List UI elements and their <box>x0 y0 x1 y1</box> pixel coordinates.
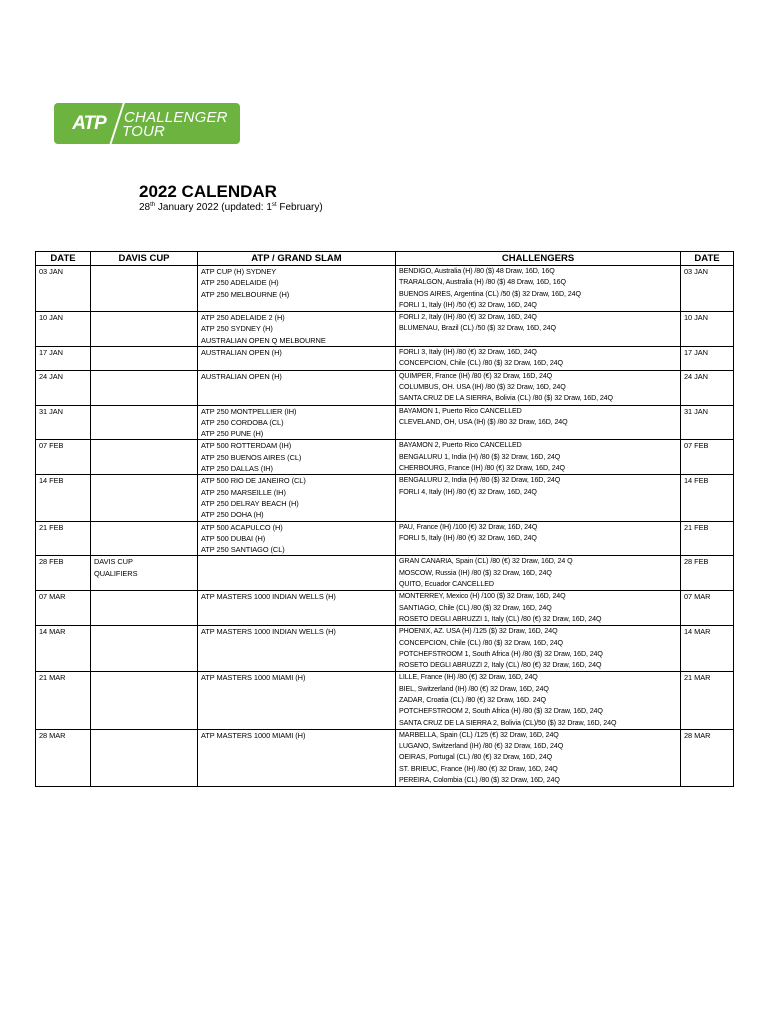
atp-grand-slam-cell-line: ATP 250 DALLAS (IH) <box>201 464 273 474</box>
challengers-cell-line: FORLI 2, Italy (IH) /80 (€) 32 Draw, 16D, 24Q <box>399 313 537 322</box>
table-row <box>36 312 734 347</box>
challengers-cell-line: CLEVELAND, OH, USA (IH) ($) /80 32 Draw, 16D, 24Q <box>399 417 568 426</box>
challengers-cell-line: CHERBOURG, France (IH) /80 (€) 32 Draw, 16D, 24Q <box>399 464 565 473</box>
challengers-cell-line: SANTIAGO, Chile (CL) /80 ($) 32 Draw, 16D, 24Q <box>399 603 552 612</box>
challengers-cell <box>396 556 681 591</box>
table-row <box>36 672 734 729</box>
page-subtitle <box>139 202 323 214</box>
atp-grand-slam-cell-line: AUSTRALIAN OPEN Q MELBOURNE <box>201 335 326 345</box>
atp-grand-slam-cell-line: AUSTRALIAN OPEN (H) <box>201 348 282 358</box>
challengers-cell-line: PEREIRA, Colombia (CL) /80 ($) 32 Draw, 16D, 24Q <box>399 776 560 785</box>
atp-grand-slam-cell <box>198 591 396 626</box>
davis-cup-cell <box>91 312 198 347</box>
logo-line-1: CHALLENGER <box>124 109 228 126</box>
challengers-cell-line: MONTERREY, Mexico (H) /100 ($) 32 Draw, 16D, 24Q <box>399 592 566 601</box>
davis-cup-cell <box>91 370 198 405</box>
week-date-cell: 14 MAR <box>36 626 91 672</box>
davis-cup-cell <box>91 521 198 556</box>
table-header-row <box>36 252 734 266</box>
week-date-right-cell: 07 FEB <box>681 440 734 475</box>
atp-grand-slam-cell-line: ATP 500 ACAPULCO (H) <box>201 522 283 532</box>
atp-grand-slam-cell-line: ATP MASTERS 1000 INDIAN WELLS (H) <box>201 592 336 602</box>
atp-challenger-tour-logo <box>54 103 240 144</box>
week-date-right-cell: 28 FEB <box>681 556 734 591</box>
challengers-cell-line: QUIMPER, France (IH) /80 (€) 32 Draw, 16D, 24Q <box>399 371 553 380</box>
challengers-cell-line: MARBELLA, Spain (CL) /125 (€) 32 Draw, 16D, 24Q <box>399 730 559 739</box>
davis-cup-cell <box>91 347 198 371</box>
calendar-table <box>35 251 734 787</box>
challengers-cell-line: TRARALGON, Australia (H) /80 ($) 48 Draw, 16D, 16Q <box>399 278 566 287</box>
atp-grand-slam-cell <box>198 370 396 405</box>
davis-cup-cell <box>91 729 198 786</box>
davis-cup-cell <box>91 405 198 440</box>
atp-grand-slam-cell-line: ATP 250 MARSEILLE (IH) <box>201 487 286 497</box>
challengers-cell-line: MOSCOW, Russia (IH) /80 ($) 32 Draw, 16D, 24Q <box>399 568 552 577</box>
week-date-right-cell: 14 FEB <box>681 475 734 521</box>
atp-grand-slam-cell-line: ATP 250 BUENOS AIRES (CL) <box>201 452 302 462</box>
davis-cup-cell <box>91 556 198 591</box>
table-row <box>36 626 734 672</box>
atp-grand-slam-cell <box>198 556 396 591</box>
table-row <box>36 266 734 312</box>
challengers-cell <box>396 626 681 672</box>
logo-line-2: TOUR <box>122 123 166 140</box>
week-date-cell: 21 FEB <box>36 521 91 556</box>
davis-cup-cell <box>91 475 198 521</box>
week-date-cell: 10 JAN <box>36 312 91 347</box>
week-date-cell: 14 FEB <box>36 475 91 521</box>
challengers-cell-line: BUENOS AIRES, Argentina (CL) /50 ($) 32 Draw, 16D, 24Q <box>399 289 581 298</box>
atp-grand-slam-cell <box>198 626 396 672</box>
challengers-cell <box>396 672 681 729</box>
davis-cup-cell-line: DAVIS CUP <box>94 557 133 567</box>
week-date-cell: 17 JAN <box>36 347 91 371</box>
challengers-cell-line: ROSETO DEGLI ABRUZZI 1, Italy (CL) /80 (€) 32 Draw, 16D, 24Q <box>399 614 602 623</box>
challengers-cell-line: COLUMBUS, OH. USA (IH) /80 ($) 32 Draw, 16D, 24Q <box>399 382 566 391</box>
atp-grand-slam-cell <box>198 312 396 347</box>
week-date-cell: 28 MAR <box>36 729 91 786</box>
atp-grand-slam-cell-line: ATP 250 DOHA (H) <box>201 510 264 520</box>
subtitle-day: 28 <box>139 202 151 213</box>
week-date-right-cell: 17 JAN <box>681 347 734 371</box>
challengers-cell-line: BENGALURU 1, India (H) /80 ($) 32 Draw, 16D, 24Q <box>399 452 561 461</box>
atp-grand-slam-cell <box>198 672 396 729</box>
calendar-body <box>36 266 734 787</box>
week-date-right-cell: 31 JAN <box>681 405 734 440</box>
week-date-cell: 24 JAN <box>36 370 91 405</box>
table-row <box>36 521 734 556</box>
challengers-cell-line: POTCHEFSTROOM 2, South Africa (H) /80 ($) 32 Draw, 16D, 24Q <box>399 707 603 716</box>
header-davis-cup: DAVIS CUP <box>91 252 198 266</box>
atp-grand-slam-cell <box>198 521 396 556</box>
table-row <box>36 475 734 521</box>
challengers-cell-line: ROSETO DEGLI ABRUZZI 2, Italy (CL) /80 (€) 32 Draw, 16D, 24Q <box>399 661 602 670</box>
atp-grand-slam-cell <box>198 405 396 440</box>
week-date-cell: 28 FEB <box>36 556 91 591</box>
week-date-right-cell: 21 MAR <box>681 672 734 729</box>
header-challengers: CHALLENGERS <box>396 252 681 266</box>
table-row <box>36 591 734 626</box>
davis-cup-cell <box>91 591 198 626</box>
challengers-cell-line: BIEL, Switzerland (IH) /80 (€) 32 Draw, 16D, 24Q <box>399 684 549 693</box>
atp-grand-slam-cell-line: ATP 250 DELRAY BEACH (H) <box>201 498 299 508</box>
atp-grand-slam-cell <box>198 440 396 475</box>
davis-cup-cell <box>91 440 198 475</box>
subtitle-end: February) <box>276 202 323 213</box>
challengers-cell-line: PHOENIX, AZ. USA (H) /125 ($) 32 Draw, 16D, 24Q <box>399 627 558 636</box>
challengers-cell <box>396 591 681 626</box>
challengers-cell <box>396 440 681 475</box>
atp-grand-slam-cell <box>198 266 396 312</box>
header-date: DATE <box>36 252 91 266</box>
atp-grand-slam-cell-line: ATP 250 SYDNEY (H) <box>201 324 273 334</box>
atp-grand-slam-cell-line: ATP 250 SANTIAGO (CL) <box>201 545 285 555</box>
week-date-right-cell: 28 MAR <box>681 729 734 786</box>
challengers-cell-line: LUGANO, Switzerland (IH) /80 (€) 32 Draw, 16D, 24Q <box>399 742 564 751</box>
challengers-cell-line: FORLI 1, Italy (IH) /50 (€) 32 Draw, 16D, 24Q <box>399 300 537 309</box>
table-row <box>36 370 734 405</box>
atp-grand-slam-cell <box>198 729 396 786</box>
table-row <box>36 729 734 786</box>
challengers-cell <box>396 312 681 347</box>
table-row <box>36 405 734 440</box>
atp-grand-slam-cell-line: ATP 250 PUNE (H) <box>201 429 264 439</box>
challengers-cell-line: POTCHEFSTROOM 1, South Africa (H) /80 ($) 32 Draw, 16D, 24Q <box>399 649 603 658</box>
atp-grand-slam-cell-line: AUSTRALIAN OPEN (H) <box>201 371 282 381</box>
challengers-cell-line: BENGALURU 2, India (H) /80 ($) 32 Draw, 16D, 24Q <box>399 476 561 485</box>
challengers-cell-line: GRAN CANARIA, Spain (CL) /80 (€) 32 Draw, 16D, 24 Q <box>399 557 573 566</box>
atp-grand-slam-cell-line: ATP 500 ROTTERDAM (IH) <box>201 441 292 451</box>
week-date-cell: 07 MAR <box>36 591 91 626</box>
atp-grand-slam-cell-line: ATP 250 ADELAIDE (H) <box>201 278 279 288</box>
week-date-cell: 21 MAR <box>36 672 91 729</box>
atp-grand-slam-cell-line: ATP 500 DUBAI (H) <box>201 533 266 543</box>
challengers-cell-line: BAYAMON 1, Puerto Rico CANCELLED <box>399 406 522 415</box>
challengers-cell <box>396 729 681 786</box>
challengers-cell <box>396 347 681 371</box>
atp-grand-slam-cell-line: ATP 500 RIO DE JANEIRO (CL) <box>201 476 306 486</box>
table-row <box>36 440 734 475</box>
atp-grand-slam-cell-line: ATP 250 MONTPELLIER (IH) <box>201 406 297 416</box>
atp-grand-slam-cell-line: ATP MASTERS 1000 MIAMI (H) <box>201 673 306 683</box>
subtitle-ordinal-2: st <box>271 202 277 208</box>
subtitle-ordinal-1: th <box>150 202 156 208</box>
davis-cup-cell <box>91 672 198 729</box>
atp-grand-slam-cell-line: ATP 250 ADELAIDE 2 (H) <box>201 313 285 323</box>
challengers-cell-line: FORLI 3, Italy (IH) /80 (€) 32 Draw, 16D, 24Q <box>399 348 537 357</box>
table-row <box>36 347 734 371</box>
header-date-right: DATE <box>681 252 734 266</box>
challengers-cell-line: OEIRAS, Portugal (CL) /80 (€) 32 Draw, 16D, 24Q <box>399 753 553 762</box>
challengers-cell-line: FORLI 5, Italy (IH) /80 (€) 32 Draw, 16D, 24Q <box>399 533 537 542</box>
challengers-cell-line: LILLE, France (IH) /80 (€) 32 Draw, 16D, 24Q <box>399 673 538 682</box>
challengers-cell <box>396 370 681 405</box>
atp-grand-slam-cell <box>198 347 396 371</box>
challengers-cell-line: CONCEPCION, Chile (CL) /80 ($) 32 Draw, 16D, 24Q <box>399 359 563 368</box>
challengers-cell-line: BLUMENAU, Brazil (CL) /50 ($) 32 Draw, 16D, 24Q <box>399 324 556 333</box>
week-date-right-cell: 24 JAN <box>681 370 734 405</box>
week-date-right-cell: 14 MAR <box>681 626 734 672</box>
challengers-cell <box>396 521 681 556</box>
challengers-cell-line: BAYAMON 2, Puerto Rico CANCELLED <box>399 441 522 450</box>
challengers-cell-line: SANTA CRUZ DE LA SIERRA, Bolivia (CL) /80 ($) 32 Draw, 16D, 24Q <box>399 394 613 403</box>
week-date-right-cell: 10 JAN <box>681 312 734 347</box>
challengers-cell-line: CONCEPCION, Chile (CL) /80 ($) 32 Draw, 16D, 24Q <box>399 638 563 647</box>
page-title: 2022 CALENDAR <box>139 182 277 201</box>
davis-cup-cell <box>91 626 198 672</box>
table-row <box>36 556 734 591</box>
atp-grand-slam-cell-line: ATP 250 CORDOBA (CL) <box>201 417 284 427</box>
challengers-cell-line: ST. BRIEUC, France (IH) /80 (€) 32 Draw, 16D, 24Q <box>399 764 558 773</box>
challengers-cell-line: QUITO, Ecuador CANCELLED <box>399 580 494 589</box>
atp-grand-slam-cell <box>198 475 396 521</box>
atp-grand-slam-cell-line: ATP CUP (H) SYDNEY <box>201 267 277 276</box>
atp-grand-slam-cell-line: ATP MASTERS 1000 INDIAN WELLS (H) <box>201 627 336 637</box>
week-date-cell: 07 FEB <box>36 440 91 475</box>
davis-cup-cell-line: QUALIFIERS <box>94 568 138 578</box>
atp-grand-slam-cell-line: ATP MASTERS 1000 MIAMI (H) <box>201 730 306 740</box>
atp-grand-slam-cell-line: ATP 250 MELBOURNE (H) <box>201 289 290 299</box>
challengers-cell <box>396 475 681 521</box>
week-date-cell: 03 JAN <box>36 266 91 312</box>
challengers-cell-line: FORLI 4, Italy (IH) /80 (€) 32 Draw, 16D, 24Q <box>399 487 537 496</box>
challengers-cell <box>396 405 681 440</box>
week-date-right-cell: 21 FEB <box>681 521 734 556</box>
challengers-cell-line: ZADAR, Croatia (CL) /80 (€) 32 Draw, 16D. 24Q <box>399 695 546 704</box>
challengers-cell-line: BENDIGO, Australia (H) /80 ($) 48 Draw, 16D, 16Q <box>399 267 555 275</box>
challengers-cell-line: SANTA CRUZ DE LA SIERRA 2, Bolivia (CL)/50 ($) 32 Draw, 16D, 24Q <box>399 718 617 727</box>
challengers-cell <box>396 266 681 312</box>
davis-cup-cell <box>91 266 198 312</box>
logo-brand: ATP <box>72 113 106 134</box>
week-date-right-cell: 03 JAN <box>681 266 734 312</box>
challengers-cell-line: PAU, France (IH) /100 (€) 32 Draw, 16D, 24Q <box>399 522 538 531</box>
week-date-cell: 31 JAN <box>36 405 91 440</box>
week-date-right-cell: 07 MAR <box>681 591 734 626</box>
header-atp-grand-slam: ATP / GRAND SLAM <box>198 252 396 266</box>
subtitle-middle: January 2022 (updated: 1 <box>155 202 272 213</box>
